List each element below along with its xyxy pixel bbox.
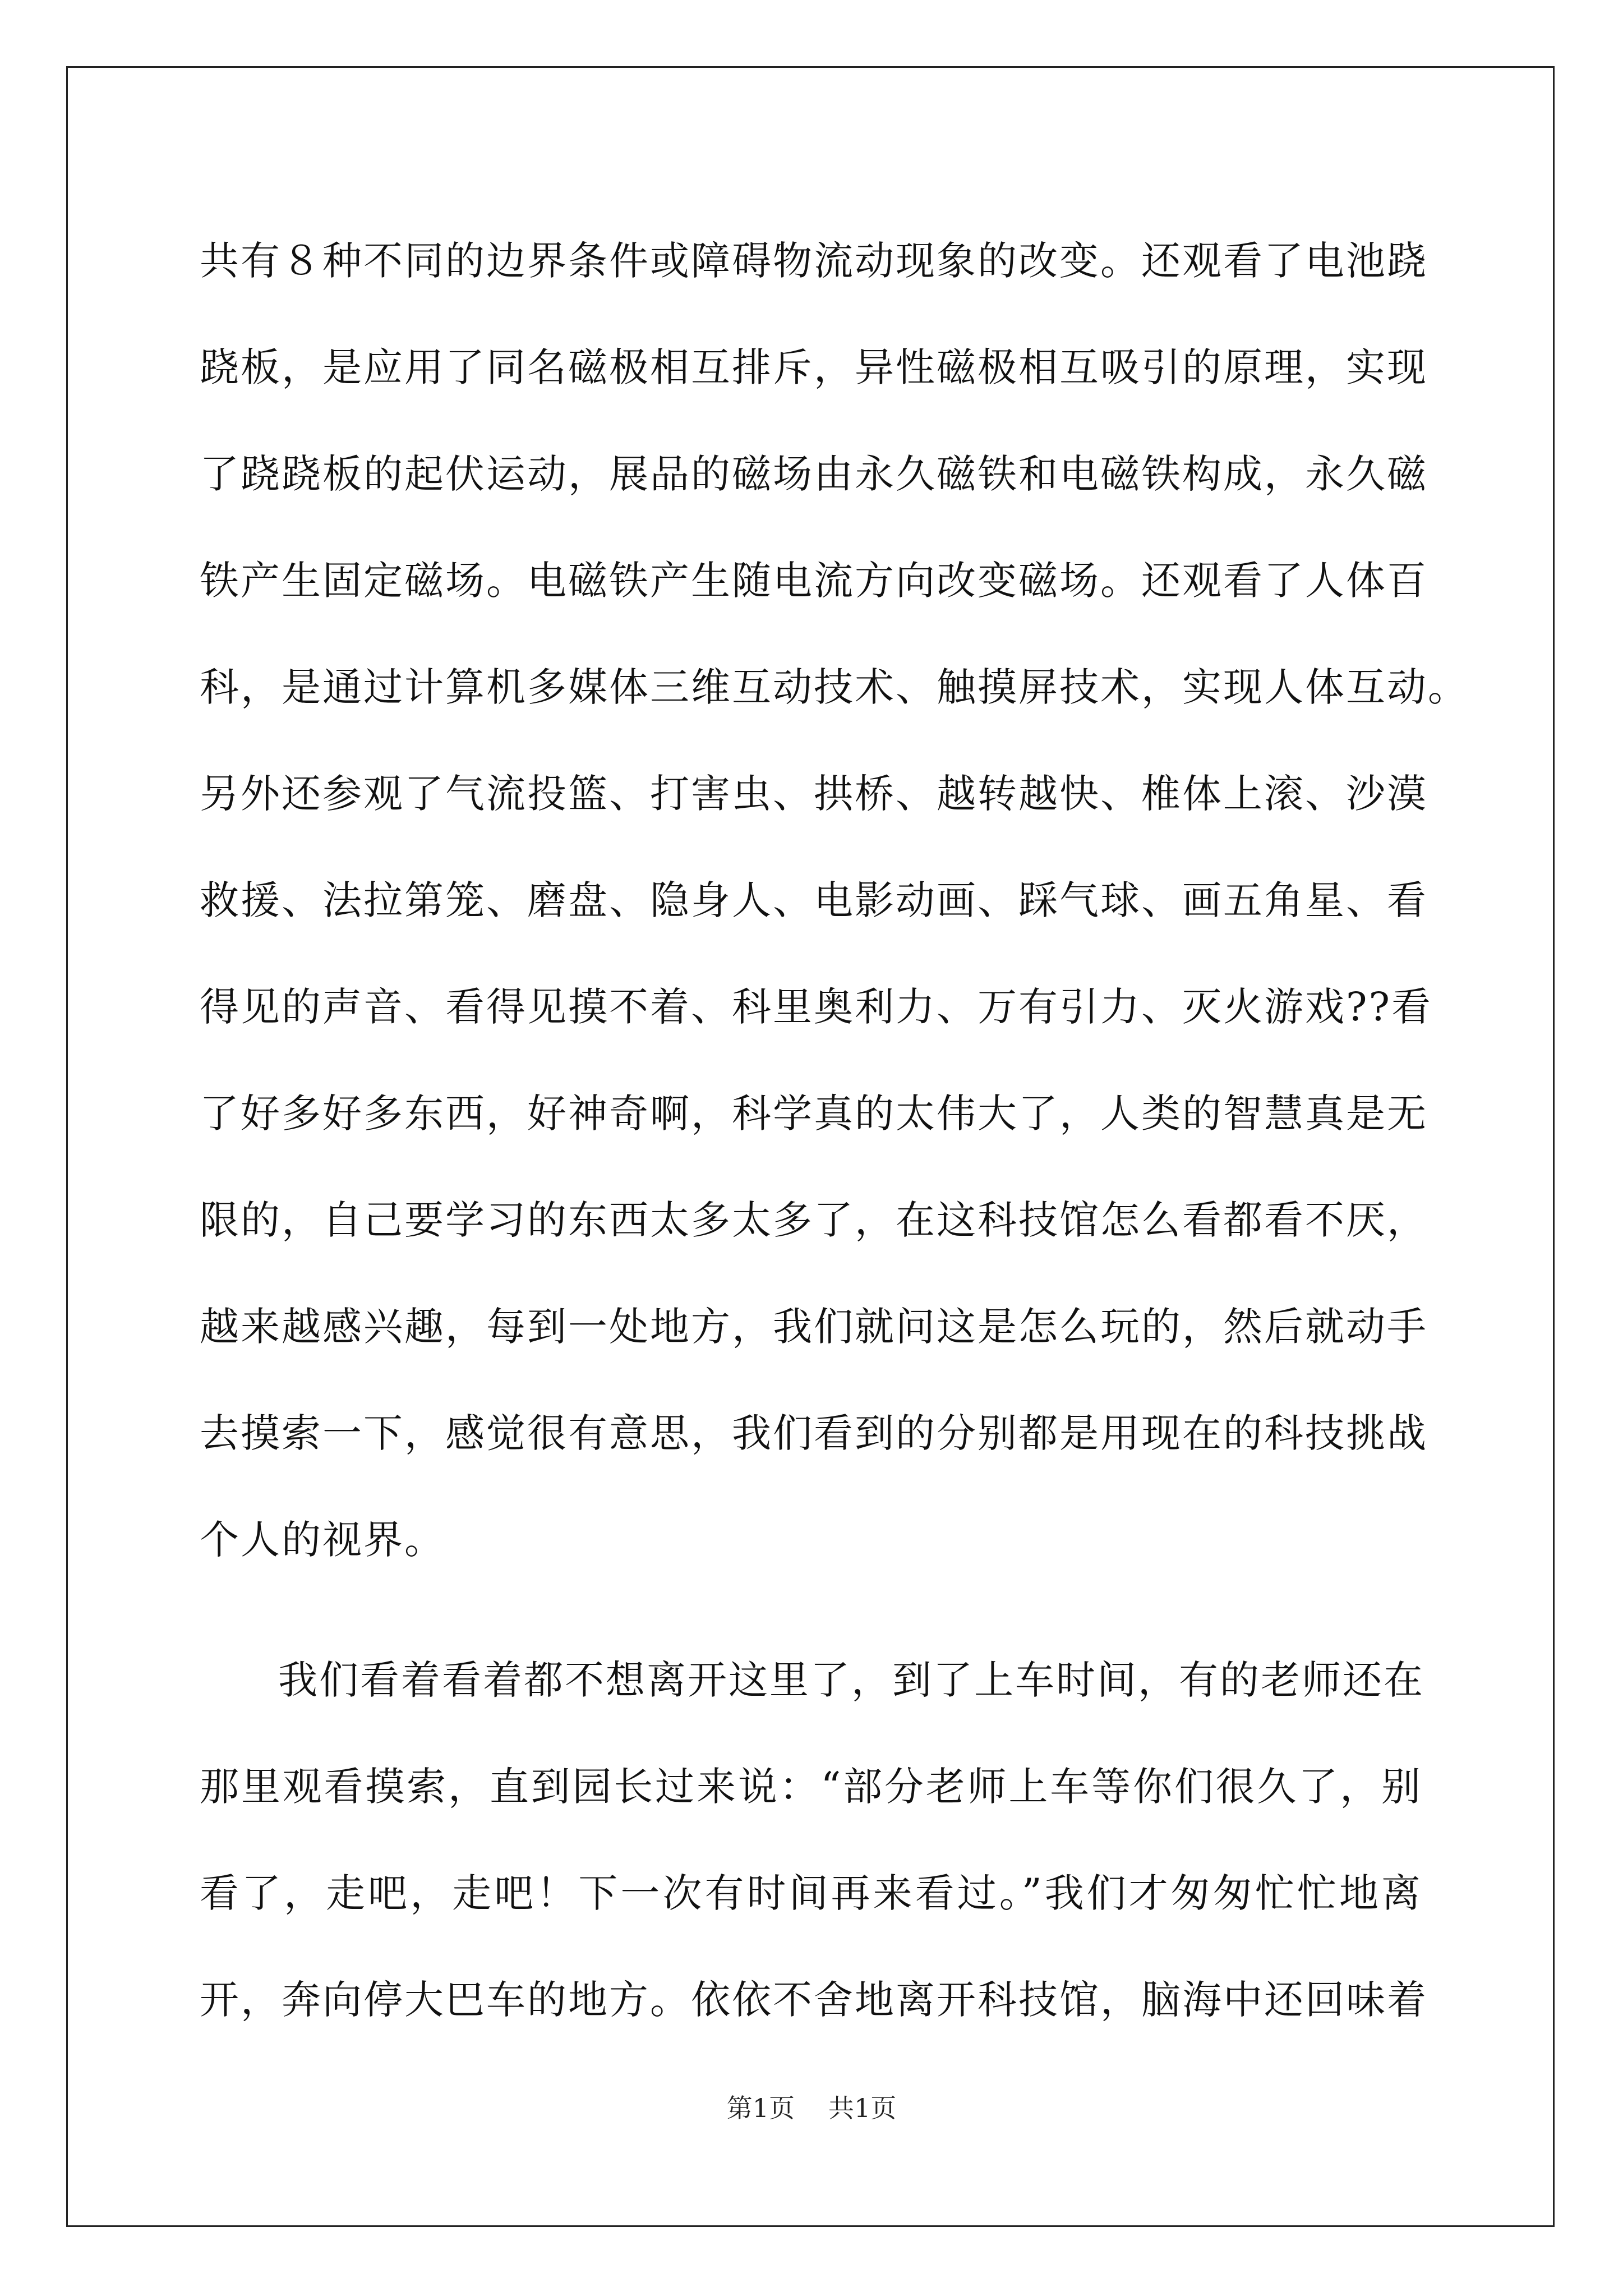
text-line: 开，奔向停大巴车的地方。依依不舍地离开科技馆，脑海中还回味着 [200, 1977, 1428, 2023]
paragraph-1 [200, 208, 1469, 1593]
page-total: 共1页 [828, 2093, 897, 2123]
text-line: 越来越感兴趣，每到一处地方，我们就问这是怎么玩的，然后就动手 [200, 1304, 1428, 1350]
text-line: 了跷跷板的起伏运动，展品的磁场由永久磁铁和电磁铁构成，永久磁 [200, 451, 1428, 497]
text-line: 个人的视界。 [200, 1517, 445, 1563]
text-line: 那里观看摸索，直到园长过来说：“部分老师上车等你们很久了，别 [200, 1764, 1422, 1810]
text-line: 另外还参观了气流投篮、打害虫、拱桥、越转越快、椎体上滚、沙漠 [200, 771, 1428, 817]
text-line: 共有８种不同的边界条件或障碍物流动现象的改变。还观看了电池跷 [200, 238, 1428, 284]
text-line: 跷板，是应用了同名磁极相互排斥，异性磁极相互吸引的原理，实现 [200, 344, 1428, 390]
text-line: 科，是通过计算机多媒体三维互动技术、触摸屏技术，实现人体互动。 [200, 664, 1469, 710]
text-line: 了好多好多东西，好神奇啊，科学真的太伟大了，人类的智慧真是无 [200, 1091, 1428, 1137]
text-line: 限的，自己要学习的东西太多太多了，在这科技馆怎么看都看不厌， [200, 1197, 1428, 1243]
text-line: 救援、法拉第笼、磨盘、隐身人、电影动画、踩气球、画五角星、看 [200, 877, 1428, 923]
document-body [200, 208, 1469, 2053]
page-footer [0, 2091, 1623, 2125]
paragraph-2 [200, 1627, 1428, 2053]
text-line: 我们看着看着都不想离开这里了，到了上车时间，有的老师还在 [278, 1657, 1424, 1703]
text-line: 铁产生固定磁场。电磁铁产生随电流方向改变磁场。还观看了人体百 [200, 558, 1428, 604]
page-number: 第1页 [726, 2093, 795, 2123]
text-line: 看了，走吧，走吧！下一次有时间再来看过。”我们才匆匆忙忙地离 [200, 1870, 1422, 1916]
text-line: 去摸索一下，感觉很有意思，我们看到的分别都是用现在的科技挑战 [200, 1410, 1428, 1456]
text-line: 得见的声音、看得见摸不着、科里奥利力、万有引力、灭火游戏??看 [200, 984, 1433, 1030]
paragraph-spacer [200, 1593, 1422, 1627]
